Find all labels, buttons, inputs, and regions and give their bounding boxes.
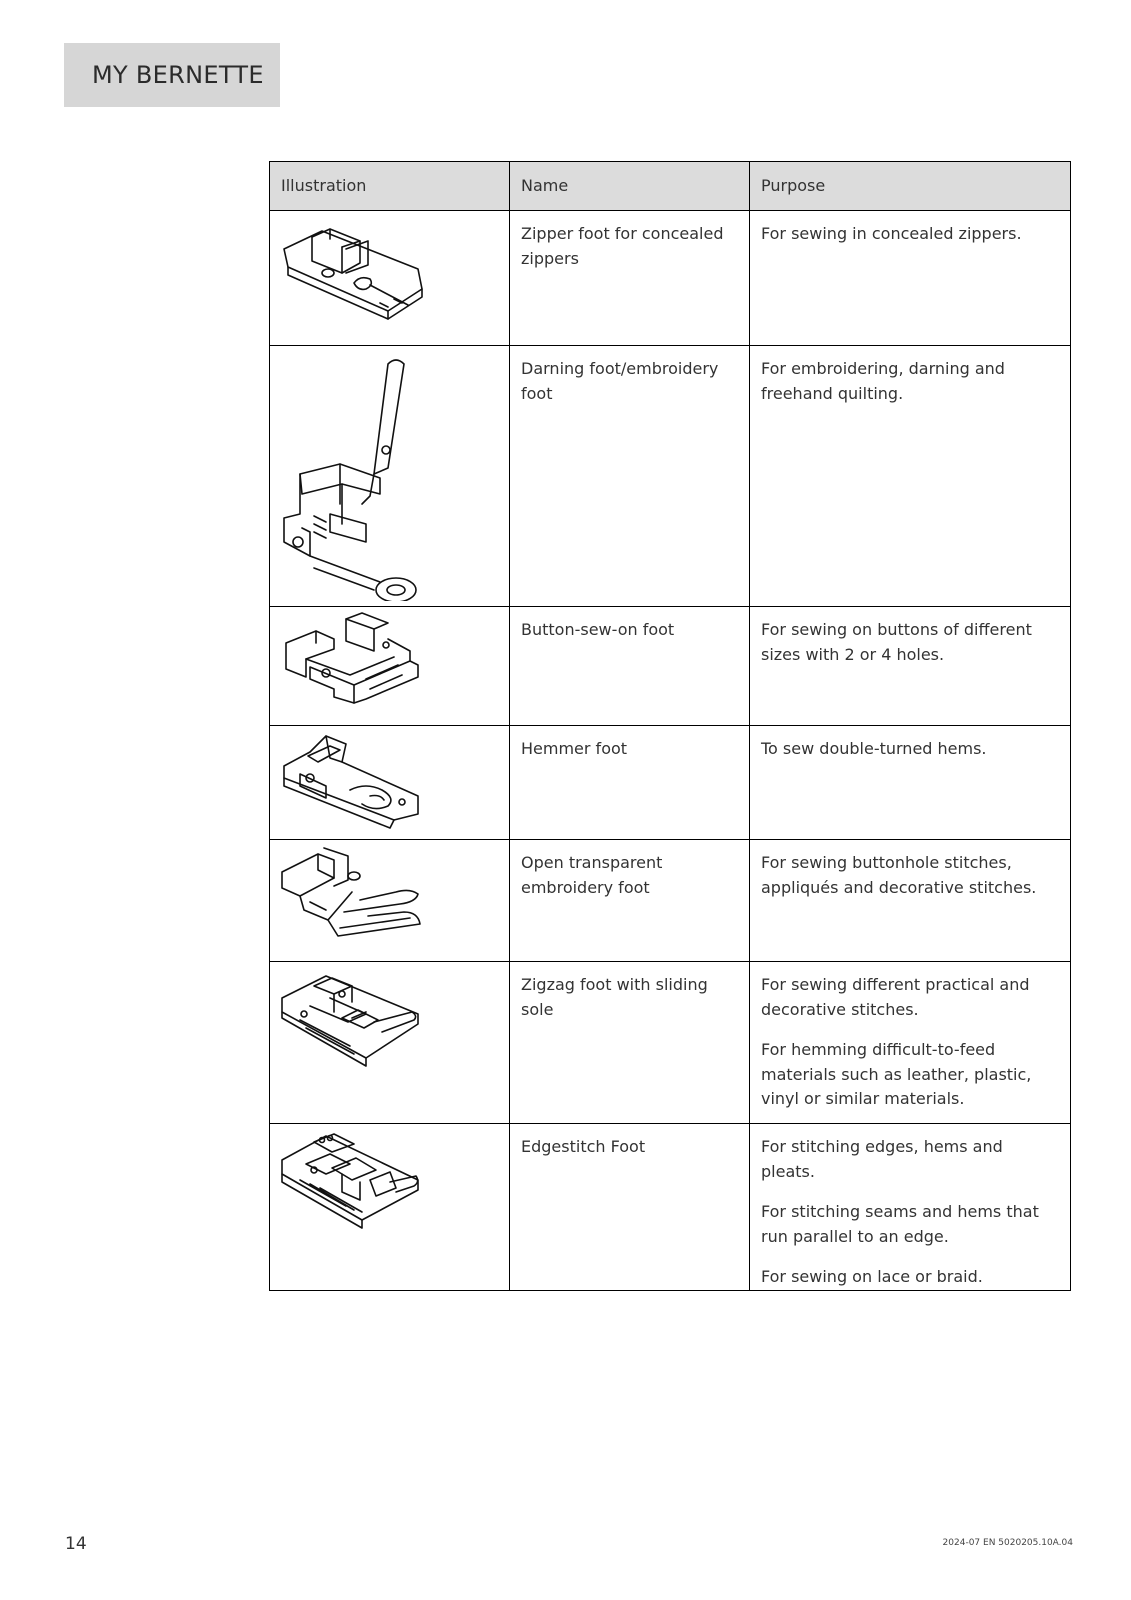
presser-feet-table (269, 161, 1071, 1291)
purpose-text: For sewing on lace or braid. (761, 1267, 983, 1286)
illustration-cell (270, 211, 510, 346)
purpose-cell (750, 607, 1071, 726)
purpose-text: For stitching seams and hems that run parallel to an edge. (761, 1202, 1039, 1246)
hemmer-foot-icon (270, 726, 430, 836)
purpose-cell (750, 840, 1071, 962)
purpose-text: For sewing in concealed zippers. (761, 224, 1022, 243)
table-row (270, 346, 1071, 607)
header-illustration: Illustration (270, 162, 510, 211)
name-cell: Button-sew-on foot (510, 607, 750, 726)
purpose-cell (750, 1124, 1071, 1291)
section-tab (64, 43, 280, 107)
table-row (270, 211, 1071, 346)
illustration-cell (270, 962, 510, 1124)
name-cell: Open transparent embroidery foot (510, 840, 750, 962)
table-row (270, 1124, 1071, 1291)
illustration-cell (270, 346, 510, 607)
header-name: Name (510, 162, 750, 211)
name-cell: Zigzag foot with sliding sole (510, 962, 750, 1124)
zipper-foot-concealed-icon (270, 211, 430, 336)
edgestitch-foot-icon (270, 1124, 430, 1234)
header-purpose: Purpose (750, 162, 1071, 211)
purpose-cell (750, 211, 1071, 346)
name-cell: Hemmer foot (510, 726, 750, 840)
purpose-cell (750, 346, 1071, 607)
page-number: 14 (65, 1534, 87, 1554)
open-embroidery-foot-icon (270, 840, 430, 958)
table-row (270, 607, 1071, 726)
name-cell: Darning foot/embroidery foot (510, 346, 750, 607)
purpose-text: For stitching edges, hems and pleats. (761, 1137, 1003, 1181)
purpose-cell (750, 726, 1071, 840)
illustration-cell (270, 726, 510, 840)
illustration-cell (270, 1124, 510, 1291)
button-sew-on-foot-icon (270, 607, 430, 717)
illustration-cell (270, 840, 510, 962)
illustration-cell (270, 607, 510, 726)
purpose-text: For sewing on buttons of different sizes with 2 or 4 holes. (761, 620, 1032, 664)
table-row (270, 726, 1071, 840)
purpose-text: For sewing buttonhole stitches, appliqués and decorative stitches. (761, 853, 1037, 897)
document-code: 2024-07 EN 5020205.10A.04 (942, 1538, 1073, 1548)
darning-foot-icon (270, 346, 440, 601)
purpose-text: For sewing different practical and decorative stitches. (761, 975, 1030, 1019)
section-tab-title: MY BERNETTE (92, 61, 264, 89)
name-cell: Edgestitch Foot (510, 1124, 750, 1291)
zigzag-foot-icon (270, 962, 430, 1072)
table-row (270, 840, 1071, 962)
purpose-text: For embroidering, darning and freehand quilting. (761, 359, 1005, 403)
table-row (270, 962, 1071, 1124)
table-header-row (270, 162, 1071, 211)
purpose-text: To sew double-turned hems. (761, 739, 987, 758)
purpose-cell (750, 962, 1071, 1124)
purpose-text: For hemming difficult-to-feed materials such as leather, plastic, vinyl or similar materials. (761, 1040, 1032, 1108)
name-cell: Zipper foot for concealed zippers (510, 211, 750, 346)
